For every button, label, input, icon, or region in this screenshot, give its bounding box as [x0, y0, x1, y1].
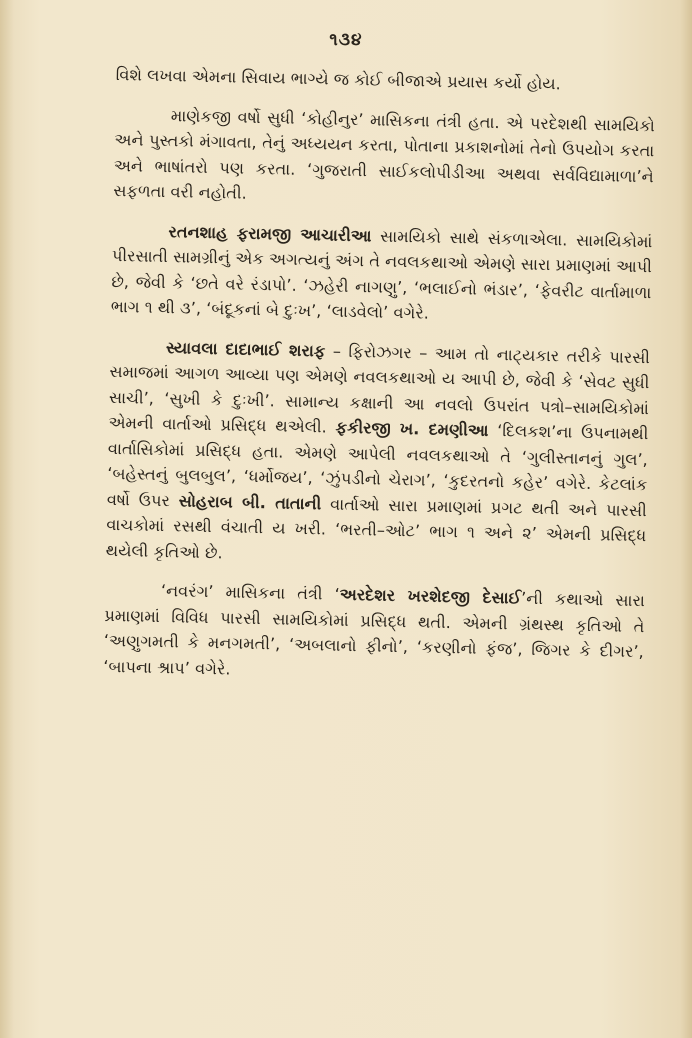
text-run: વિશે લખવા એમના સિવાય ભાગ્યે જ કોઈ બીજાએ પ્રયાસ કર્યો હોય.: [115, 64, 562, 94]
bold-name-run: સ્યાવલા દાદાભાઈ શરાફ: [165, 337, 326, 360]
text-run: માણેકજી વર્ષો સુધી ‘કોહીનુર’ માસિકના તંત્રી હતા. એ પરદેશથી સામયિકો અને પુસ્તકો મંગાવતા, તેનું અધ્યયન કરતા, પોતાના પ્રકાશનોમાં તેનો ઉપયોગ કરતા અને ભાષાંતરો પણ કરતા. ‘ગુજરાતી સાઈકલોપીડીઆ અથવા સર્વવિદ્યામાળા’ને સફળતા વરી નહોતી.: [113, 105, 655, 203]
paragraph-p5: [103, 577, 645, 690]
body-text: [103, 62, 656, 704]
bold-name-run: સોહરાબ બી. તાતાની: [178, 490, 322, 513]
bold-name-run: અરદેશર ખરશેદજી દેસાઈ: [339, 584, 522, 608]
text-run: ‘નવરંગ’ માસિકના તંત્રી ‘: [160, 581, 340, 604]
text-run: વાર્તાઓ સારા પ્રમાણમાં પ્રગટ થતી અને પારસી વાચકોમાં રસથી વંચાતી ય ખરી. ‘ભરતી–ઓટ’ ભાગ ૧ અને ૨’ એમની પ્રસિદ્ધ થયેલી કૃતિઓ છે.: [105, 493, 647, 562]
bold-name-run: રતનશાહ ફરામજી આચારીઆ: [168, 221, 372, 245]
text-run: ‘દિલકશ’ના ઉપનામથી વાર્તાસિકોમાં પ્રસિદ્ધ હતા. એમણે આપેલી નવલકથાઓ તે ‘ગુલીસ્તાનનું ગુલ’, ‘બહેસ્તનું બુલબુલ’, ‘ધર્મોજય’, ‘ઝુંપડીનો ચેરાગ’, ‘કુદરતનો કહેર’ વગેરે. કેટલાંક વર્ષો ઉપર: [106, 420, 649, 510]
text-run: સામયિકો સાથે સંકળાએલા. સામયિકોમાં પીરસાતી સામગ્રીનું એક અગત્યનું અંગ તે નવલકથાઓ એમણે સારા પ્રમાણમાં આપી છે, જેવી કે ‘છતે વરે રંડાપો’. ‘ઝહેરી નાગણુ’, ‘ભલાઈનો ભંડાર’, ‘ફેવરીટ વાર્તામાળા ભાગ ૧ થી ૩’, ‘બંદૂકનાં બે દુઃખ’, ‘લાડવેલો’ વગેરે.: [110, 225, 653, 323]
paragraph-p4: [106, 333, 651, 574]
paragraph-p2: [113, 101, 655, 214]
bold-name-run: ફકીરજી ખ. દમણીઆ: [335, 417, 489, 440]
paragraph-p3: [111, 217, 653, 330]
text-run: – ફિરોઝગર – આમ તો નાટ્યકાર તરીકે પારસી સમાજમાં આગળ આવ્યા પણ એમણે નવલકથાઓ ય આપી છે, જેવી કે ‘સેવટ સુધી સાચી’, ‘સુખી કે દુઃખી’. સામાન્ય કક્ષાની આ નવલો ઉપરાંત પત્રો–સામયિકોમાં એમની વાર્તાઓ પ્રસિદ્ધ થએલી.: [108, 340, 651, 437]
page-number: ૧૩૪: [329, 30, 363, 50]
paragraph-p1: [115, 62, 655, 99]
text-run: ’ની કથાઓ સારા પ્રમાણમાં વિવિધ પારસી સામયિકોમાં પ્રસિદ્ધ થતી. એમની ગ્રંથસ્થ કૃતિઓ તે ‘અણુગમતી કે મનગમતી’, ‘અબલાનો ફીનો’, ‘કરણીનો ફંજ’, જિગર કે દીગર’, ‘બાપના શ્રાપ’ વગેરે.: [103, 588, 646, 679]
